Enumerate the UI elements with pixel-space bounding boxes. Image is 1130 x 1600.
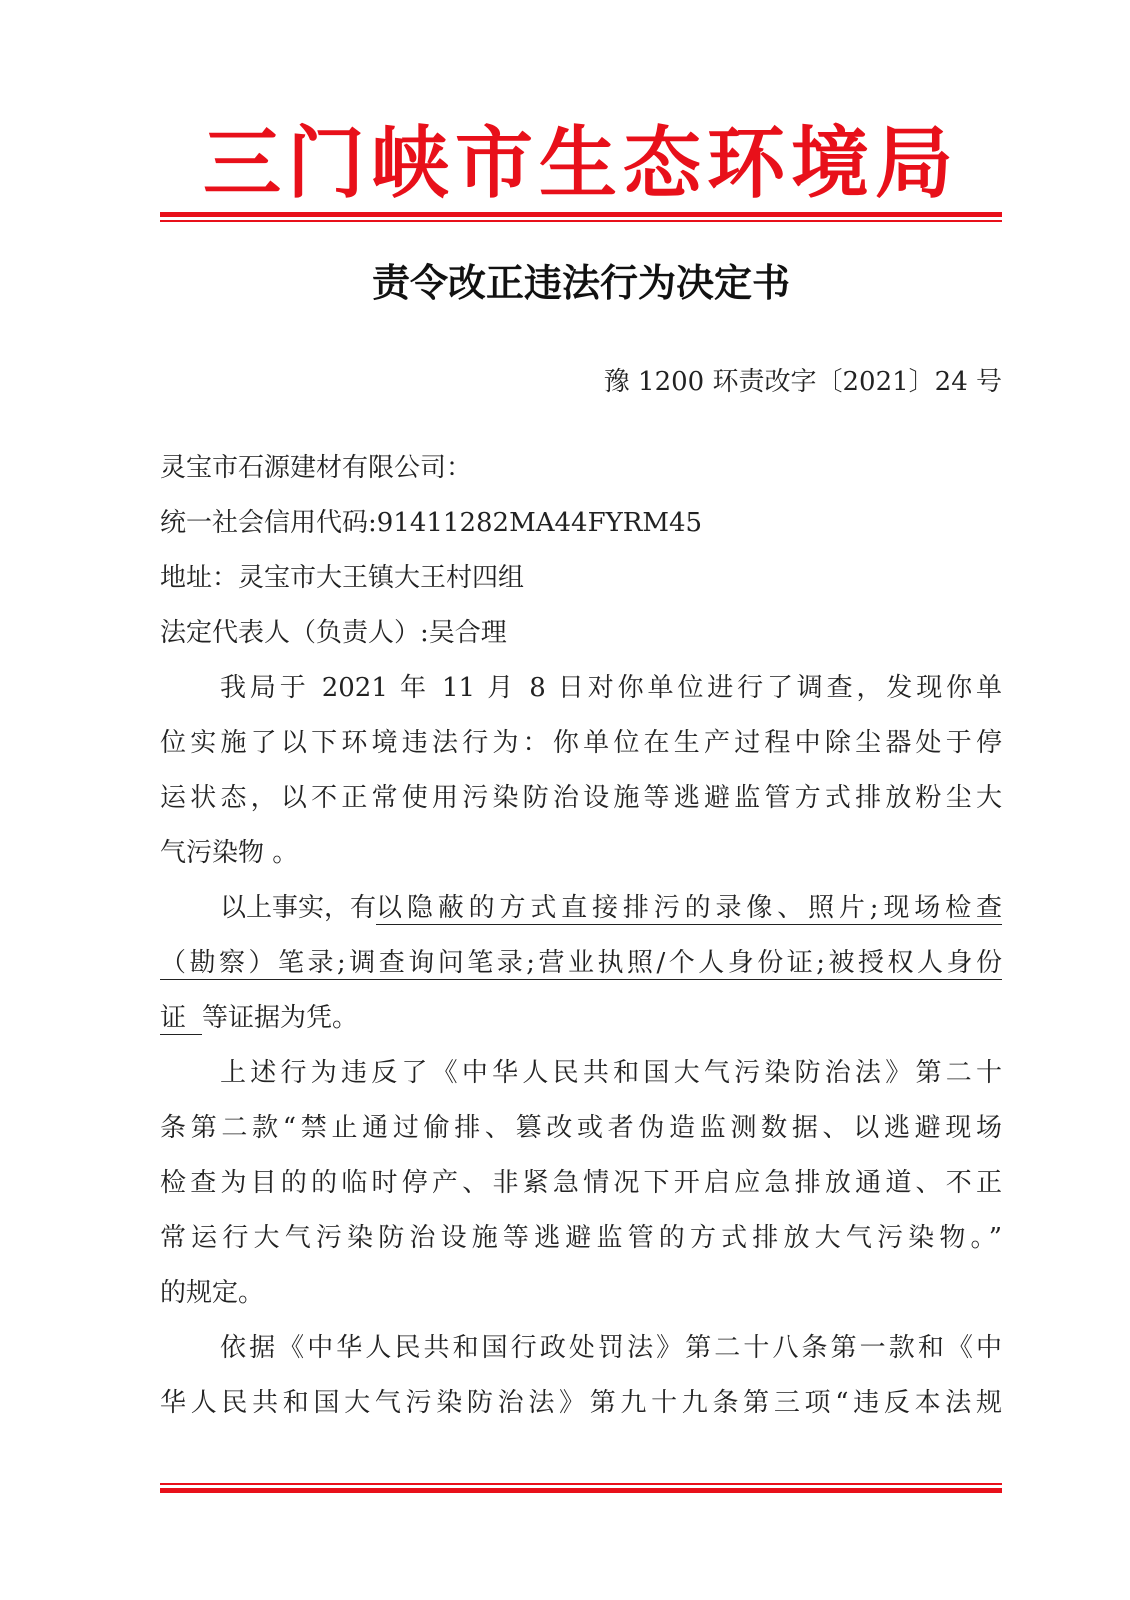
paragraph-3-line-3: 检查为目的的临时停产、非紧急情况下开启应急排放通道、不正 xyxy=(160,1168,1002,1198)
evidence-list-part-3: 证 xyxy=(160,998,202,1035)
paragraph-2-line-3 xyxy=(160,998,1002,1038)
paragraph-3-line-2: 条第二款“禁止通过偷排、篡改或者伪造监测数据、以逃避现场 xyxy=(160,1113,1002,1143)
recipient-address: 地址：灵宝市大王镇大王村四组 xyxy=(160,563,525,593)
agency-letterhead: 三门峡市生态环境局 xyxy=(202,118,959,209)
evidence-list-part-2: （勘察）笔录;调查询问笔录;营业执照/个人身份证;被授权人身份 xyxy=(160,943,1002,980)
credit-code: 统一社会信用代码:91411282MA44FYRM45 xyxy=(160,508,703,538)
recipient-name: 灵宝市石源建材有限公司： xyxy=(160,453,473,483)
paragraph-1-line-3: 运状态，以不正常使用污染防治设施等逃避监管方式排放粉尘大 xyxy=(160,783,1002,813)
paragraph-3-line-5: 的规定。 xyxy=(160,1278,265,1308)
document-number: 豫 1200 环责改字〔2021〕24 号 xyxy=(603,367,1002,397)
paragraph-1-line-1: 我局于 2021 年 11 月 8 日对你单位进行了调查，发现你单 xyxy=(220,673,1002,703)
paragraph-2-line-1 xyxy=(160,888,1002,928)
paragraph-3-line-1: 上述行为违反了《中华人民共和国大气污染防治法》第二十 xyxy=(220,1058,1002,1088)
paragraph-4-line-1: 依据《中华人民共和国行政处罚法》第二十八条第一款和《中 xyxy=(220,1333,1002,1363)
document-title: 责令改正违法行为决定书 xyxy=(371,260,790,305)
paragraph-2-line-2 xyxy=(160,943,1002,983)
paragraph-3-line-4: 常运行大气污染防治设施等逃避监管的方式排放大气污染物。” xyxy=(160,1223,1002,1253)
paragraph-1-line-4: 气污染物 。 xyxy=(160,838,299,868)
evidence-closing: 等证据为凭。 xyxy=(202,1003,359,1033)
letterhead-rule-thin xyxy=(160,220,1002,222)
paragraph-1-line-2: 位实施了以下环境违法行为：你单位在生产过程中除尘器处于停 xyxy=(160,728,1002,758)
evidence-intro: 以上事实，有 xyxy=(220,893,377,923)
footer-rule-thick xyxy=(160,1488,1002,1493)
legal-representative: 法定代表人（负责人）:吴合理 xyxy=(160,618,507,648)
footer-rule-thin xyxy=(160,1483,1002,1485)
evidence-list-part-1: 以隐蔽的方式直接排污的录像、照片;现场检查 xyxy=(376,888,1002,925)
letterhead-rule-thick xyxy=(160,212,1002,217)
paragraph-4-line-2: 华人民共和国大气污染防治法》第九十九条第三项“违反本法规 xyxy=(160,1388,1002,1418)
